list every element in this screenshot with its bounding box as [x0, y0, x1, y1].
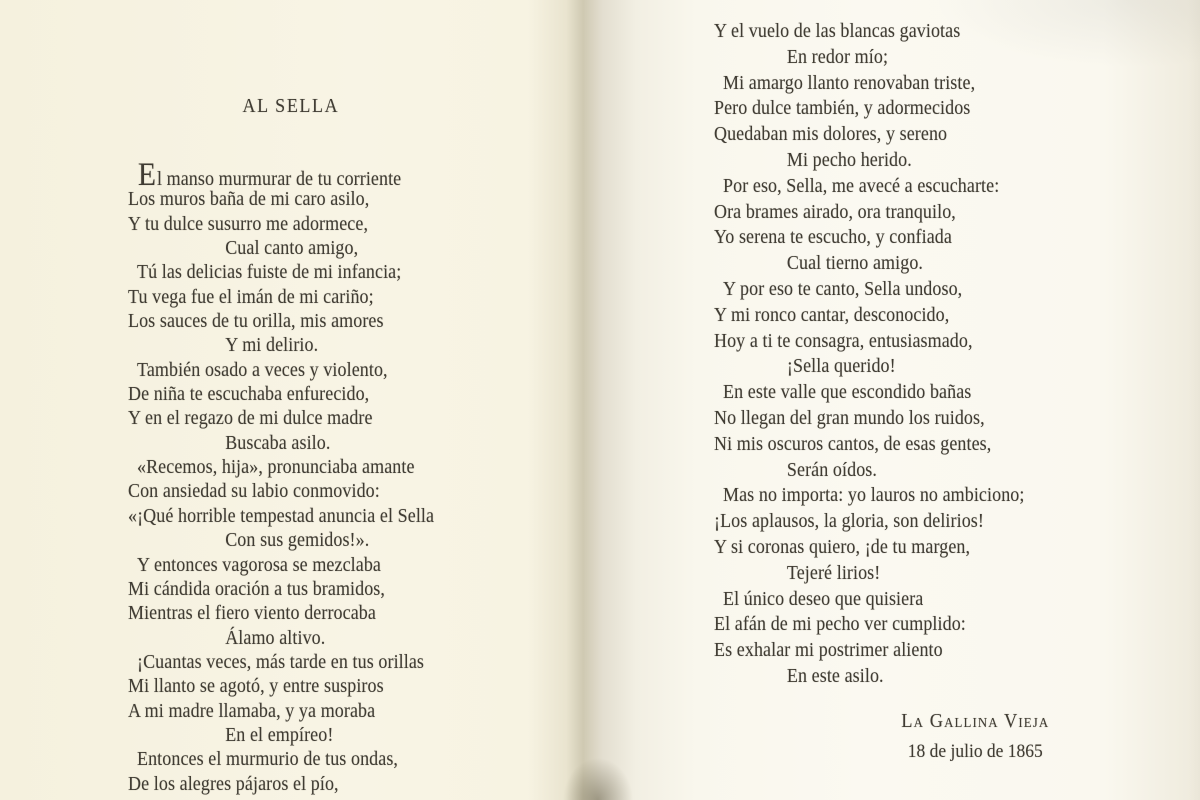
poem-line: Con sus gemidos!». [225, 529, 370, 552]
poem-line: Tejeré lirios! [786, 561, 881, 584]
poem-line: Cual tierno amigo. [786, 252, 923, 275]
poem-line: Mi llanto se agotó, y entre suspiros [128, 675, 384, 698]
poem-line: Pero dulce también, y adormecidos [714, 97, 971, 120]
poem-line: Y el vuelo de las blancas gaviotas [714, 20, 961, 42]
left-page [128, 95, 470, 796]
poem-line: Con ansiedad su labio conmovido: [128, 480, 380, 503]
poem-line: Y mi ronco cantar, desconocido, [714, 303, 950, 326]
poem-line: Serán oídos. [786, 458, 877, 481]
poem-line: ¡Sella querido! [786, 355, 896, 378]
poem-line: En el empíreo! [225, 723, 334, 746]
poem-line: En este valle que escondido bañas [723, 381, 972, 404]
dropcap-initial: E [137, 157, 157, 193]
poem-title: AL SELLA [242, 95, 340, 117]
poem-line: Ni mis oscuros cantos, de esas gentes, [714, 432, 992, 455]
poem-line: Y mi delirio. [225, 334, 319, 357]
poem-line: Y por eso te canto, Sella undoso, [723, 277, 963, 300]
poem-line: En redor mío; [786, 45, 889, 68]
poem-line: Los sauces de tu orilla, mis amores [128, 310, 384, 333]
right-page-poem [714, 19, 1056, 690]
poem-line: Mientras el fiero viento derrocaba [128, 602, 376, 625]
page-gutter-shadow [545, 0, 665, 800]
poem-line: Y tu dulce susurro me adormece, [128, 212, 369, 235]
poem-line: Mi cándida oración a tus bramidos, [128, 577, 386, 600]
poem-line: El afán de mi pecho ver cumplido: [714, 613, 966, 636]
poem-line: Y en el regazo de mi dulce madre [128, 407, 373, 430]
poem-line: Álamo altivo. [225, 626, 326, 649]
signature-block [898, 710, 1053, 763]
poem-line: Tu vega fue el imán de mi cariño; [128, 285, 374, 308]
poem-line: El manso murmurar de tu corriente [137, 157, 402, 193]
poem-line: Los muros baña de mi caro asilo, [128, 188, 370, 211]
poem-line: También osado a veces y violento, [137, 358, 388, 381]
poem-line: Cual canto amigo, [225, 237, 359, 260]
poem-line: Quedaban mis dolores, y sereno [714, 123, 948, 146]
poem-line: Mi amargo llanto renovaban triste, [723, 71, 976, 94]
poem-line: Y si coronas quiero, ¡de tu margen, [714, 535, 971, 558]
poem-line: A mi madre llamaba, y ya moraba [128, 699, 376, 722]
poem-line: No llegan del gran mundo los ruidos, [714, 406, 985, 429]
poem-line: Mi pecho herido. [786, 148, 912, 171]
poem-line: Por eso, Sella, me avecé a escucharte: [723, 174, 1000, 197]
poem-line: Hoy a ti te consagra, entusiasmado, [714, 329, 973, 352]
signature-date: 18 de julio de 1865 [907, 741, 1043, 762]
left-page-poem [128, 157, 470, 796]
poem-line: «¡Qué horrible tempestad anuncia el Sella [128, 504, 435, 527]
poem-line: Tú las delicias fuiste de mi infancia; [137, 261, 402, 284]
poem-line: Ora brames airado, ora tranquilo, [714, 200, 956, 223]
poem-line: Yo serena te escucho, y confiada [714, 226, 952, 249]
poem-line: De niña te escuchaba enfurecido, [128, 383, 370, 406]
poem-line: El único deseo que quisiera [723, 587, 924, 610]
poem-line: Es exhalar mi postrimer aliento [714, 639, 943, 662]
signature-name: La Gallina Vieja [901, 710, 1050, 732]
poem-line: ¡Los aplausos, la gloria, son delirios! [714, 510, 984, 533]
poem-line: Buscaba asilo. [225, 431, 331, 454]
poem-line: «Recemos, hija», pronunciaba amante [137, 456, 415, 479]
poem-line: En este asilo. [786, 664, 884, 687]
poem-line: Y entonces vagorosa se mezclaba [137, 553, 382, 576]
right-page [714, 19, 1056, 690]
poem-line: Mas no importa: yo lauros no ambiciono; [723, 484, 1025, 507]
poem-line: ¡Cuantas veces, más tarde en tus orillas [137, 650, 425, 673]
poem-line: De los alegres pájaros el pío, [128, 772, 339, 795]
poem-line: Entonces el murmurio de tus ondas, [137, 748, 399, 771]
